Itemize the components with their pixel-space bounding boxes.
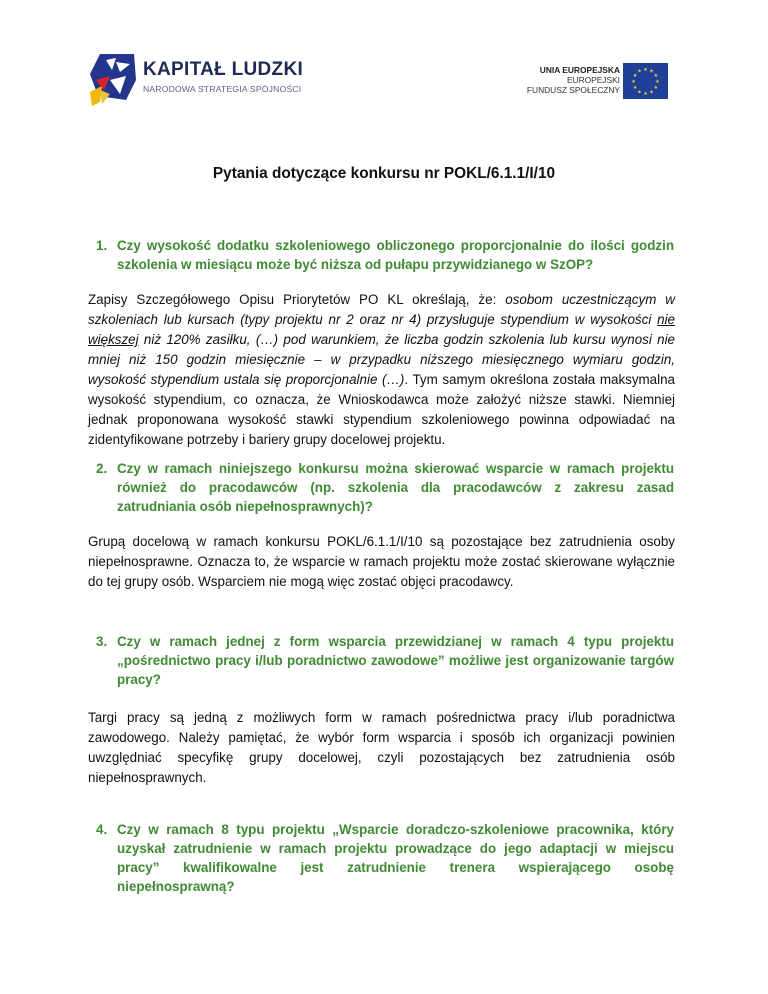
question-number: 3. (96, 634, 108, 649)
kapital-ludzki-subtitle: NARODOWA STRATEGIA SPÓJNOŚCI (143, 84, 302, 94)
svg-text:★: ★ (632, 85, 638, 91)
svg-text:★: ★ (643, 91, 648, 97)
question-2 (96, 459, 674, 516)
eu-line-1: UNIA EUROPEJSKA (539, 65, 620, 75)
answer-text: Grupą docelową w ramach konkursu POKL/6.1.1/I/10 są pozostające bez zatrudnienia osoby niepełnosprawne. Oznacza to, że wsparcie w ramach projektu może zostać skierowane wyłącznie do tej grupy osób. Wsparciem nie mogą więc zostać objęci pracodawcy. (88, 534, 675, 589)
eu-line-2: EUROPEJSKI (566, 75, 620, 86)
question-number: 1. (96, 238, 108, 253)
eu-line-3: FUNDUSZ SPOŁECZNY (526, 85, 620, 96)
answer-3 (88, 708, 675, 788)
answer-2 (88, 532, 675, 592)
svg-text:★: ★ (649, 68, 654, 75)
question-text: Czy w ramach niniejszego konkursu można skierować wsparcie w ramach projektu również do pracodawców (np. szkolenia dla pracodawców z zakresu zasad zatrudniania osób niepełnosprawnych)? (117, 461, 674, 514)
question-text: Czy w ramach jednej z form wsparcia przewidzianej w ramach 4 typu projektu „pośrednictwo pracy i/lub poradnictwo zawodowe” możliwe jest organizowanie targów pracy? (117, 634, 674, 687)
question-text: Czy wysokość dodatku szkoleniowego obliczonego proporcjonalnie do ilości godzin szkolenia w miesiącu może być niższa od pułapu przywidzianego w SzOP? (117, 238, 674, 272)
answer-1 (88, 290, 675, 450)
question-number: 4. (96, 822, 108, 837)
answer-underlined: nie większej (88, 312, 675, 347)
svg-text:★: ★ (653, 73, 659, 79)
document-title: Pytania dotyczące konkursu nr POKL/6.1.1/I/10 (212, 165, 556, 182)
question-text: Czy w ramach 8 typu projektu „Wsparcie doradczo-szkoleniowe pracownika, który uzyskał zatrudnienie w ramach projektu prowadzące do jego adaptacji w miejscu pracy” kwalifikowalne jest zatrudnienie trenera wspierającego osobę niepełnosprawną? (117, 822, 674, 894)
svg-text:★: ★ (649, 89, 654, 96)
question-3 (96, 632, 674, 689)
svg-text:★: ★ (632, 73, 638, 79)
question-1 (96, 236, 674, 274)
eu-flag-icon (623, 63, 668, 99)
answer-quote-a: osobom uczestniczącym w szkoleniach lub kursach (typy projektu nr 2 oraz nr 4) przysługuje stypendium w wysokości (88, 292, 675, 327)
svg-text:★: ★ (631, 79, 636, 85)
kapital-ludzki-title: KAPITAŁ LUDZKI (143, 59, 304, 80)
question-4 (96, 820, 674, 896)
svg-text:★: ★ (655, 79, 660, 85)
kapital-ludzki-emblem-icon (86, 50, 142, 110)
answer-text: Targi pracy są jedną z możliwych form w ramach pośrednictwa pracy i/lub poradnictwa zawodowego. Należy pamiętać, że wybór form wsparcia i sposób ich organizacji powinien uwzględniać specyfikę grupy docelowej, czyli pozostających bez zatrudnienia osób niepełnosprawnych. (88, 710, 675, 785)
answer-quote-b: niż 120% zasiłku, (…) pod warunkiem, że liczba godzin szkolenia lub kursu wynosi nie mniej niż 150 godzin miesięcznie – w przypadku niższego miesięcznego wymiaru godzin, wysokość stypendium ustala się proporcjonalnie (…) (88, 332, 675, 387)
svg-text:★: ★ (637, 68, 642, 75)
answer-intro: Zapisy Szczegółowego Opisu Priorytetów PO KL określają, że: (88, 292, 506, 307)
answer-rest: . Tym samym określona została maksymalna wysokość stypendium, co oznacza, że Wnioskodawca może założyć niższe stawki. Niemniej jednak proponowana wysokość stawki stypendium szkoleniowego powinna odpowiadać na zidentyfikowane potrzeby i bariery grupy docelowej projektu. (88, 372, 676, 447)
svg-text:★: ★ (653, 85, 659, 91)
svg-text:★: ★ (637, 89, 642, 96)
question-number: 2. (96, 461, 108, 476)
eu-fund-label (527, 65, 620, 96)
svg-text:★: ★ (643, 67, 648, 73)
